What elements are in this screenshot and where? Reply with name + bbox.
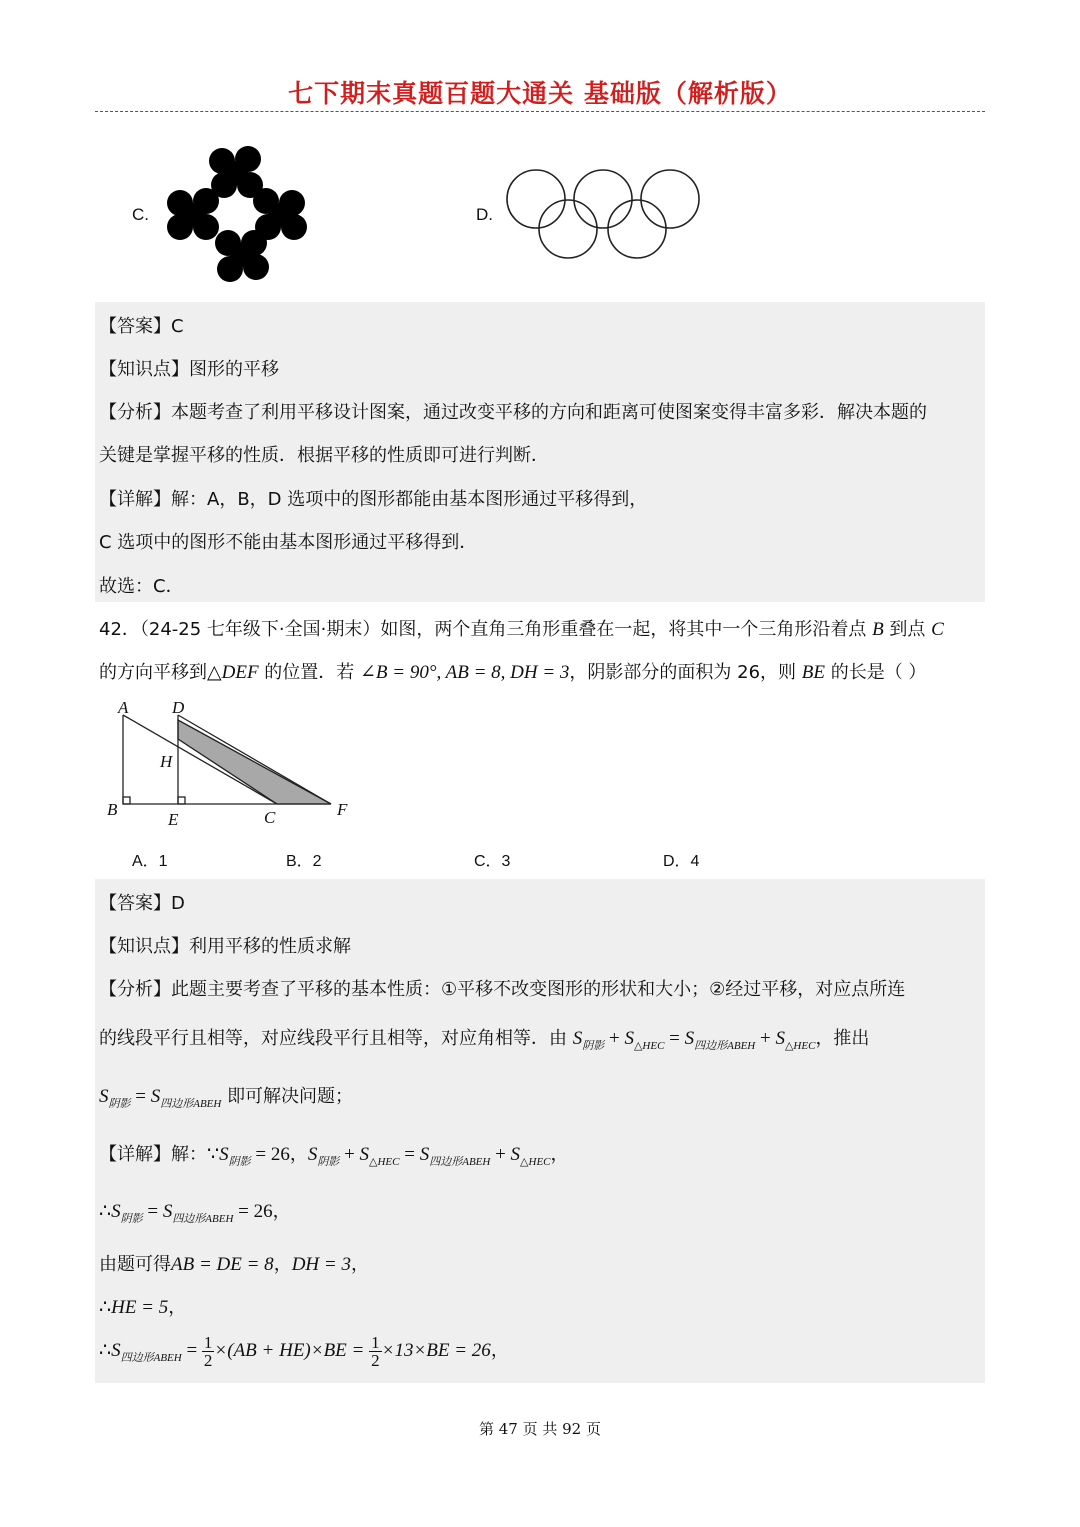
label-h: H — [160, 752, 173, 771]
q41-detail-line1: 【详解】解：A，B，D 选项中的图形都能由基本图形通过平移得到， — [99, 489, 648, 510]
q42-triangle-def: △DEF — [207, 662, 259, 683]
q42-detail-line4: ∴HE = 5， — [99, 1297, 187, 1318]
page-header-title: 七下期末真题百题大通关 基础版（解析版） — [288, 79, 792, 108]
q42-stem-text: 的方向平移到 — [99, 662, 207, 683]
clover-shape — [167, 188, 219, 240]
q42-analysis-text: 的线段平行且相等，对应线段平行且相等，对应角相等．由 — [99, 1028, 567, 1049]
q42-detail-line3: 由题可得AB = DE = 8，DH = 3， — [99, 1254, 369, 1275]
q42-he: ∴HE = 5 — [99, 1297, 169, 1318]
q42-ab-de: AB = DE = 8 — [171, 1254, 274, 1275]
q42-point-b: B — [872, 619, 884, 640]
q42-triangle-figure — [100, 695, 360, 830]
option-c-clover-figure — [158, 135, 320, 295]
q42-detail-formula3: $\therefore S_{阴影} = S_{四边形ABEH} = 26$ — [99, 1201, 273, 1225]
q42-be: BE — [801, 662, 825, 683]
clover-shape — [209, 146, 263, 198]
header-divider — [95, 111, 985, 112]
q42-stem-text: ，阴影部分的面积为 26，则 — [569, 662, 802, 683]
q42-dh: DH = 3 — [291, 1254, 351, 1275]
q42-stem-text: 的位置．若 — [258, 662, 360, 683]
q41-detail-line3: 故选：C． — [99, 576, 184, 597]
option-d-label: D. — [476, 205, 493, 224]
q42-stem-line1 — [99, 615, 944, 641]
q42-detail-line1: 【详解】解：$\because S_{阴影} = 26$，$S_{阴影} + S_{\triangle HEC} = S_{四边形ABEH} + S_{\triangle HEC}$， — [99, 1144, 569, 1168]
q42-analysis-conclusion: $S_{阴影} = S_{四边形ABEH}$ — [99, 1086, 222, 1110]
q42-choice-b: B．2 — [286, 853, 322, 870]
q42-stem-text: 的长是（ ） — [824, 662, 927, 683]
q42-analysis-line1: 【分析】此题主要考查了平移的基本性质：①平移不改变图形的形状和大小；②经过平移，对应点所连 — [99, 979, 906, 1000]
q42-stem-text: 42．（24-25 七年级下·全国·期末）如图，两个直角三角形重叠在一起，将其中一个三角形沿着点 — [99, 619, 873, 640]
q41-analysis-line1: 【分析】本题考查了利用平移设计图案，通过改变平移的方向和距离可使图案变得丰富多彩．解决本题的 — [99, 402, 927, 423]
label-e: E — [168, 810, 179, 829]
q41-knowledge-point: 【知识点】图形的平移 — [99, 359, 279, 380]
label-f: F — [337, 800, 348, 819]
q41-answer: 【答案】C — [99, 316, 184, 337]
q42-choice-a: A．1 — [132, 853, 168, 870]
q42-knowledge-point: 【知识点】利用平移的性质求解 — [99, 936, 351, 957]
label-a: A — [118, 698, 129, 717]
q42-detail-formula2: $S_{阴影} + S_{\triangle HEC} = S_{四边形ABEH} + S_{\triangle HEC}$ — [307, 1144, 551, 1168]
q41-analysis-line2: 关键是掌握平移的性质．根据平移的性质即可进行判断． — [99, 445, 549, 466]
q42-analysis-text: 即可解决问题； — [227, 1086, 354, 1107]
q42-detail-line5: $\therefore S_{四边形ABEH}$ = $\frac{1}{2}$ ×(AB + HE)×BE = $\frac{1}{2}$ ×13×BE = 26， — [99, 1333, 509, 1370]
q42-answer: 【答案】D — [99, 893, 185, 914]
q42-point-c: C — [931, 619, 944, 640]
option-c-label: C. — [132, 205, 149, 224]
q42-detail-formula1: $\because S_{阴影} = 26$ — [207, 1144, 290, 1168]
q42-analysis-line2 — [99, 1024, 869, 1053]
q42-choice-c: C．3 — [474, 853, 511, 870]
q41-detail-line2: C 选项中的图形不能由基本图形通过平移得到． — [99, 532, 478, 553]
clover-shape — [215, 230, 269, 282]
q42-given-conditions: ∠B = 90°, AB = 8, DH = 3 — [360, 662, 570, 683]
q42-choice-d: D．4 — [663, 853, 700, 870]
q42-analysis-text: ，推出 — [815, 1028, 870, 1049]
q42-analysis-line3 — [99, 1082, 353, 1111]
q42-area-formula: $\therefore S_{四边形ABEH}$ = $\frac{1}{2}$ ×(AB + HE)×BE = $\frac{1}{2}$ ×13×BE = 26 — [99, 1333, 491, 1370]
q42-stem-text: 到点 — [883, 619, 932, 640]
label-c: C — [264, 808, 276, 827]
page-footer: 第 47 页 共 92 页 — [478, 1420, 601, 1438]
option-d-rings-figure — [500, 165, 706, 265]
label-d: D — [172, 698, 185, 717]
q42-detail-line2: $\therefore S_{阴影} = S_{四边形ABEH} = 26$， — [99, 1201, 291, 1225]
q42-analysis-formula: $S_{阴影} + S_{\triangle HEC} = S_{四边形ABEH} + S_{\triangle HEC}$ — [572, 1028, 816, 1052]
q42-stem-line2 — [99, 658, 926, 684]
label-b: B — [107, 800, 118, 819]
